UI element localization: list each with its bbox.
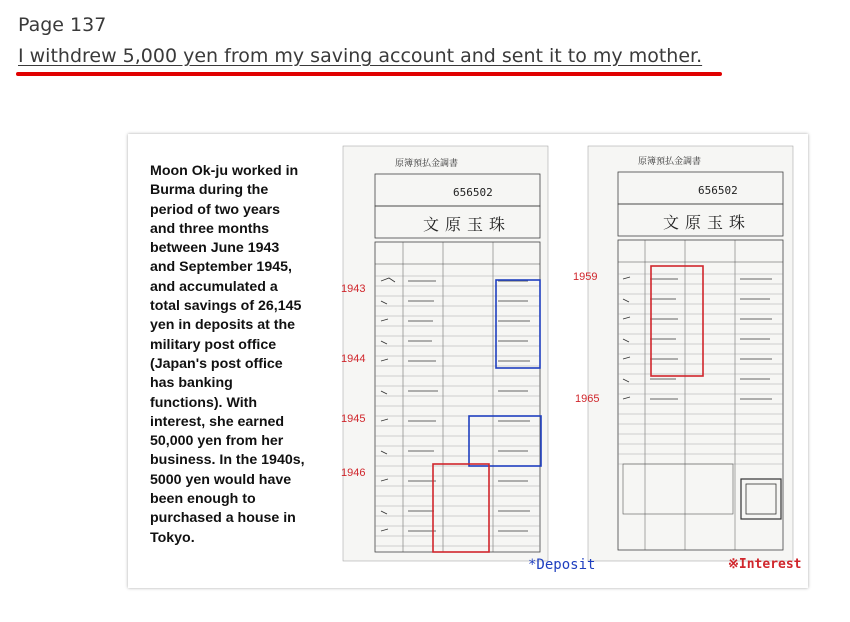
deposit-legend: *Deposit: [528, 557, 596, 573]
interest-legend: ※Interest: [728, 557, 802, 572]
year-label: 1943: [341, 283, 366, 295]
right-ledger-number: 656502: [698, 184, 738, 197]
right-ledger-sheet: [573, 146, 793, 561]
year-label: 1946: [341, 467, 366, 479]
page-label: Page 137: [18, 14, 107, 36]
right-ledger-name: 文原玉珠: [663, 213, 752, 232]
right-ledger-title: 原簿預払金調書: [638, 157, 702, 167]
year-label: 1944: [341, 353, 366, 365]
year-label: 1945: [341, 413, 366, 425]
ledger-scan: [333, 134, 803, 588]
year-label: 1959: [573, 271, 598, 283]
red-underline: [16, 72, 722, 76]
photo-caption: Moon Ok-ju worked in Burma during the period of two years and three months between June 1943 and September 1945, and accumulated a total savings of 26,145 yen in deposits at the military post office (Japan's post office has banking functions). With interest, she earned 50,000 yen from her business. In the 1940s, 5000 yen would have been enough to purchased a house in Tokyo.: [150, 163, 305, 546]
left-ledger-number: 656502: [453, 186, 493, 199]
headline-link[interactable]: I withdrew 5,000 yen from my saving account and sent it to my mother.: [18, 45, 703, 67]
ledger-photo: [128, 134, 808, 588]
left-ledger-title: 原簿預払金調書: [395, 159, 459, 169]
left-ledger-sheet: [341, 146, 548, 561]
left-ledger-name: 文原玉珠: [423, 215, 512, 234]
year-label: 1965: [575, 393, 600, 405]
